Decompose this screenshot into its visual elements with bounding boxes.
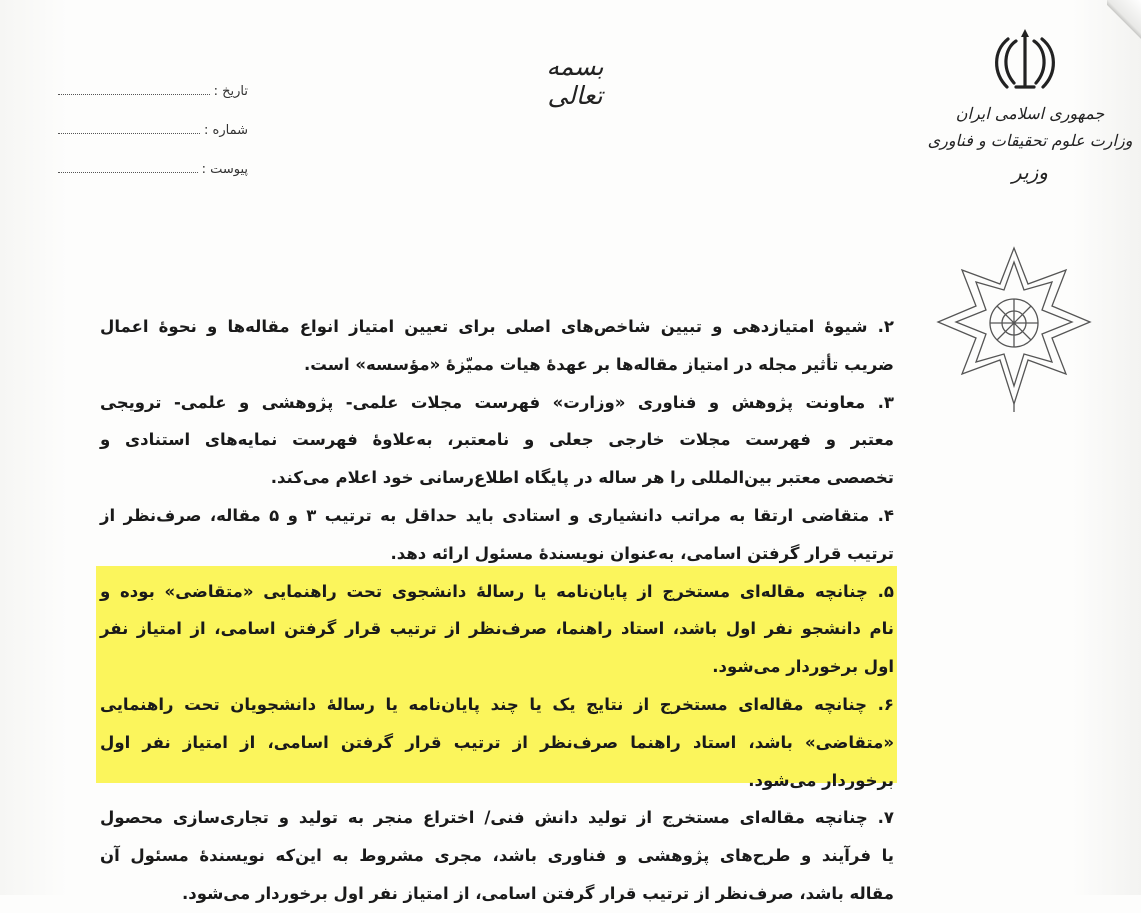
clause-line: معتبر و فهرست مجلات خارجی جعلی و نامعتبر، به‌علاوۀ فهرست نمایه‌های استنادی و xyxy=(100,430,894,450)
ministry-letterhead xyxy=(925,100,1135,184)
clause-3 xyxy=(100,384,894,497)
iran-emblem-icon xyxy=(990,27,1060,93)
letter-body xyxy=(100,308,894,913)
clause-line: مقاله باشد، صرف‌نظر از ترتیب قرار گرفتن اسامی، از امتیاز نفر اول برخوردار می‌شود. xyxy=(181,883,894,903)
clause-2 xyxy=(100,308,894,384)
attachment-field xyxy=(58,138,248,177)
clause-line: اول برخوردار می‌شود. xyxy=(712,657,894,677)
clause-6-highlighted xyxy=(100,686,894,799)
date-dotted-line xyxy=(58,94,210,95)
minister-title: وزیر xyxy=(1012,160,1048,184)
clause-line: یا فرآیند و طرح‌های پژوهشی و فناوری باشد، مجری مشروط به این‌که نویسندۀ مسئول آن xyxy=(100,846,894,866)
attachment-dotted-line xyxy=(58,172,198,173)
attachment-label: پیوست : xyxy=(201,162,248,177)
letter-meta xyxy=(58,60,248,177)
page-corner-curl xyxy=(1107,0,1141,40)
number-dotted-line xyxy=(58,133,200,134)
clause-5-highlighted xyxy=(100,573,894,686)
clause-line: ۷. چنانچه مقاله‌ای مستخرج از تولید دانش فنی/ اختراع منجر به تولید و تجاری‌سازی محصول xyxy=(100,808,894,828)
clause-line: تخصصی معتبر بین‌المللی را هر ساله در پایگاه اطلاع‌رسانی خود اعلام می‌کند. xyxy=(270,468,894,488)
republic-name: جمهوری اسلامی ایران xyxy=(955,104,1105,123)
clause-line: نام دانشجو نفر اول باشد، استاد راهنما، صرف‌نظر از ترتیب قرار گرفتن اسامی، از امتیاز نفر xyxy=(100,619,894,639)
date-field xyxy=(58,60,248,99)
clause-line: ۵. چنانچه مقاله‌ای مستخرج از پایان‌نامه یا رسالۀ دانشجوی تحت راهنمایی «متقاضی» بوده و xyxy=(100,581,894,601)
clause-line: «متقاضی» باشد، استاد راهنما صرف‌نظر از ترتیب قرار گرفتن اسامی، از امتیاز نفر اول xyxy=(100,732,894,752)
islamic-star-ornament-icon xyxy=(934,244,1094,414)
clause-line: ۲. شیوۀ امتیازدهی و تبیین شاخص‌های اصلی برای تعیین امتیاز انواع مقاله‌ها و نحوۀ اعمال xyxy=(100,317,894,336)
date-label: تاریخ : xyxy=(213,84,248,99)
clause-line: برخوردار می‌شود. xyxy=(748,770,894,790)
clause-line: ۳. معاونت پژوهش و فناوری «وزارت» فهرست مجلات علمی- پژوهشی و علمی- ترویجی xyxy=(100,392,894,412)
number-field xyxy=(58,99,248,138)
basmala-heading: بسمه تعالی xyxy=(546,52,604,110)
clause-4 xyxy=(100,497,894,573)
clause-line: ترتیب قرار گرفتن اسامی، به‌عنوان نویسندۀ مسئول ارائه دهد. xyxy=(390,543,894,563)
number-label: شماره : xyxy=(204,123,248,138)
clause-line: ضریب تأثیر مجله در امتیاز مقاله‌ها بر عهدۀ هیات ممیّزۀ «مؤسسه» است. xyxy=(303,354,894,374)
clause-line: ۴. متقاضی ارتقا به مراتب دانشیاری و استادی باید حداقل به ترتیب ۳ و ۵ مقاله، صرف‌نظر از xyxy=(100,505,894,525)
ministry-name: وزارت علوم تحقیقات و فناوری xyxy=(927,131,1133,150)
clause-7 xyxy=(100,799,894,912)
clause-line: ۶. چنانچه مقاله‌ای مستخرج از نتایج یک یا چند پایان‌نامه یا رسالۀ دانشجویان تحت راهنمایی xyxy=(100,694,894,714)
